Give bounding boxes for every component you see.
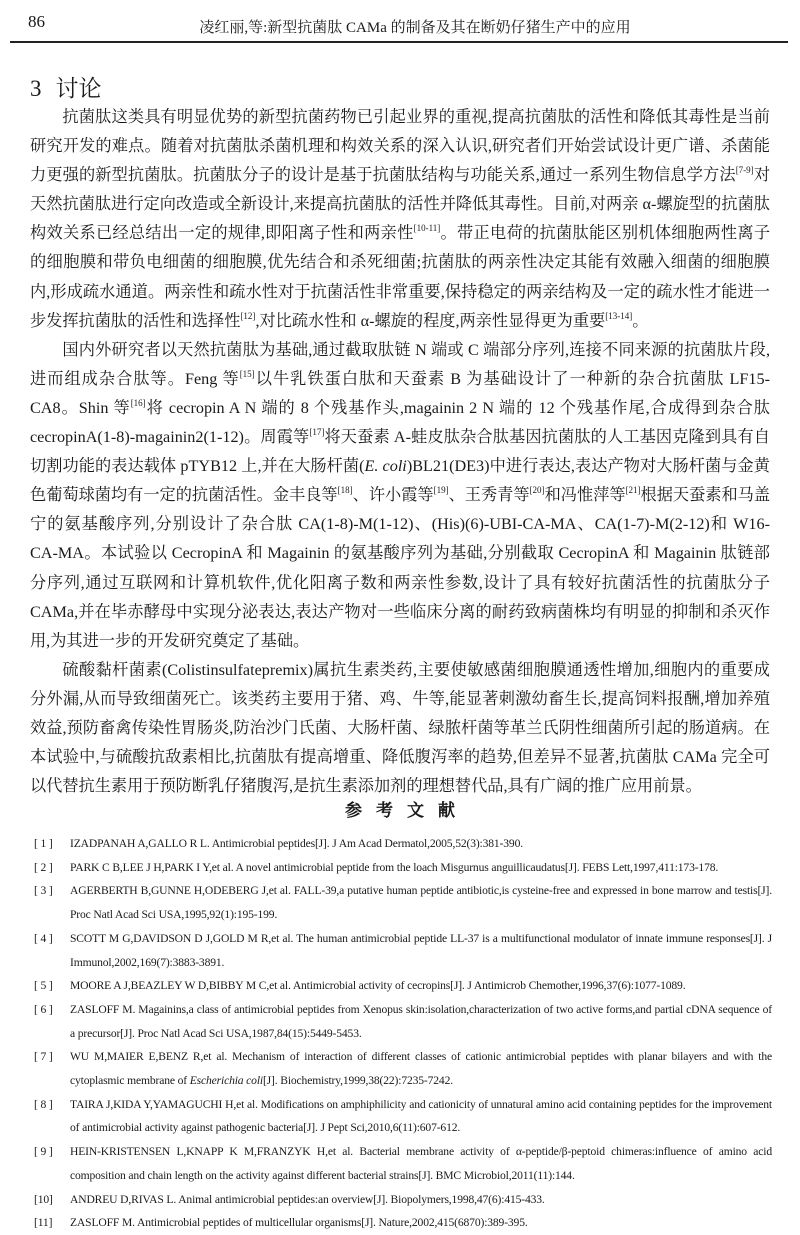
text-run: SCOTT M G,DAVIDSON D J,GOLD M R,et al. The human antimicrobial peptide LL-37 is a multifunctional modulator of innate immune responses[J]. J Immunol,2002,169(7):3883-3891.	[70, 931, 772, 969]
section-number: 3	[30, 76, 42, 101]
reference-number: [ 5 ]	[34, 979, 53, 993]
paragraph	[30, 103, 770, 336]
paragraph	[30, 336, 770, 656]
section-heading	[30, 70, 102, 103]
reference-number: [ 4 ]	[34, 931, 53, 945]
text-run: 。带正电荷的抗菌肽能区别机体细胞两性离子的细胞膜和带负电细菌的细胞膜,优先结合和杀死细菌;抗菌肽的两亲性决定其能有效融入细菌的细胞膜内,形成疏水通道。两亲性和疏水性对于抗菌活性非常重要,保持稳定的两亲结构及一定的疏水性才能进一步发挥抗菌肽的活性和选择性	[30, 224, 771, 330]
citation-superscript: [18]	[337, 485, 353, 496]
text-run: 。	[632, 311, 649, 330]
italic-text: Escherichia coli	[189, 1074, 263, 1088]
text-run: ZASLOFF M. Magainins,a class of antimicrobial peptides from Xenopus skin:isolation,characterization of two active forms,and partial cDNA sequence of a precursor[J]. Proc Natl Acad Sci USA,1987,84(15):5449-5453.	[70, 1002, 772, 1040]
citation-superscript: [21]	[625, 485, 641, 496]
text-run: MOORE A J,BEAZLEY W D,BIBBY M C,et al. Antimicrobial activity of cecropins[J]. J Antimicrob Chemother,1996,37(6):1077-1089.	[70, 979, 686, 993]
discussion-body	[30, 103, 770, 801]
text-run: 将 cecropin A N 端的 8 个残基作头,magainin 2 N 端的 12 个残基作尾,合成得到杂合肽 cecropinA(1-8)-magainin2(1-12)。周霞等	[30, 398, 770, 447]
text-run: HEIN-KRISTENSEN L,KNAPP K M,FRANZYK H,et al. Bacterial membrane activity of α-peptide/β-peptoid chimeras:influence of amino acid composition and chain length on the activity against different bacterial strains[J]. BMC Microbiol,2011(11):144.	[70, 1145, 772, 1182]
running-title: 凌红丽,等:新型抗菌肽 CAMa 的制备及其在断奶仔猪生产中的应用	[199, 20, 631, 36]
text-run: 硫酸黏杆菌素(Colistinsulfatepremix)属抗生素类药,主要使敏感菌细胞膜通透性增加,细胞内的重要成分外漏,从而导致细菌死亡。该类药主要用于猪、鸡、牛等,能显著刺激幼畜生长,提高饲料报酬,增加养殖效益,预防畜禽传染性胃肠炎,防治沙门氏菌、大肠杆菌、绿脓杆菌等革兰氏阴性细菌所引起的肠道病。在本试验中,与硫酸抗敌素相比,抗菌肽有提高增重、降低腹泻率的趋势,但差异不显著,抗菌肽 CAMa 完全可以代替抗生素用于预防断乳仔猪腹泻,是抗生素添加剂的理想替代品,具有广阔的推广应用前景。	[30, 660, 770, 796]
page-number: 86	[28, 12, 45, 31]
text-run: 以牛乳铁蛋白肽和天蚕素 B 为基础设计了一种新的杂合抗菌肽 LF15-CA8。Shin 等	[30, 369, 771, 417]
reference-item	[34, 1140, 772, 1187]
text-run: PARK C B,LEE J H,PARK I Y,et al. A novel antimicrobial peptide from the loach Misgurnus anguillicaudatus[J]. FEBS Lett,1997,411:173-178.	[70, 860, 719, 874]
text-run: ,对比疏水性和 α-螺旋的程度,两亲性显得更为重要	[255, 311, 606, 330]
text-run: 抗菌肽这类具有明显优势的新型抗菌药物已引起业界的重视,提高抗菌肽的活性和降低其毒性是当前研究开发的难点。随着对抗菌肽杀菌机理和构效关系的深入认识,研究者们开始尝试设计更广谱、杀菌能力更强的新型抗菌肽。抗菌肽分子的设计是基于抗菌肽结构与功能关系,通过一系列生物信息学方法	[30, 108, 770, 185]
header-rule	[10, 41, 788, 43]
reference-item	[34, 1045, 772, 1092]
text-run: 、许小霞等	[352, 486, 434, 505]
paragraph	[30, 656, 770, 801]
reference-item	[34, 1211, 772, 1235]
text-run: 将天蚕素 A-蛙皮肽杂合肽基因抗菌肽的人工基因克隆到具有自切割功能的表达载体 pTYB12 上,并在大肠杆菌(	[30, 428, 770, 476]
reference-number: [ 2 ]	[34, 860, 53, 874]
text-run: IZADPANAH A,GALLO R L. Antimicrobial peptides[J]. J Am Acad Dermatol,2005,52(3):381-390.	[70, 837, 523, 850]
reference-number: [10]	[34, 1192, 53, 1206]
citation-superscript: [10-11]	[413, 223, 441, 234]
section-title: 讨论	[55, 76, 102, 101]
reference-item	[34, 856, 772, 880]
citation-superscript: [13-14]	[605, 310, 633, 321]
text-run: ANDREU D,RIVAS L. Animal antimicrobial peptides:an overview[J]. Biopolymers,1998,47(6):415-433.	[70, 1192, 545, 1206]
reference-number: [ 9 ]	[34, 1145, 53, 1159]
text-run: )BL21(DE3)中进行表达,表达产物对大肠杆菌与金黄色葡萄球菌均有一定的抗菌活性。金丰良等	[30, 457, 770, 505]
text-run: 根据天蚕素和马盖宁的氨基酸序列,分别设计了杂合肽 CA(1-8)-M(1-12)、(His)(6)-UBI-CA-MA、CA(1-7)-M(2-12)和 W16-CA-MA。本试验以 CecropinA 和 Magainin 的氨基酸序列为基础,分别截取 CecropinA 和 Magainin 肽链部分序列,通过互联网和计算机软件,优化阳离子数和两亲性参数,设计了具有较好抗菌活性的抗菌肽分子 CAMa,并在毕赤酵母中实现分泌表达,表达产物对一些临床分离的耐药致病菌株均有明显的抑制和杀灭作用,为其进一步的开发研究奠定了基础。	[30, 486, 771, 650]
reference-number: [ 7 ]	[34, 1050, 53, 1064]
text-run: WU M,MAIER E,BENZ R,et al. Mechanism of interaction of different classes of cationic antimicrobial peptides with planar bilayers and with the cytoplasmic membrane of	[70, 1050, 772, 1088]
citation-superscript: [19]	[433, 485, 449, 496]
reference-number: [ 3 ]	[34, 884, 53, 898]
reference-item	[34, 879, 772, 926]
reference-item	[34, 927, 772, 974]
reference-number: [ 6 ]	[34, 1002, 53, 1016]
text-run: AGERBERTH B,GUNNE H,ODEBERG J,et al. FALL-39,a putative human peptide antibiotic,is cysteine-free and expressed in bone marrow and testis[J]. Proc Natl Acad Sci USA,1995,92(1):195-199.	[70, 884, 772, 922]
citation-superscript: [20]	[529, 485, 545, 496]
reference-number: [11]	[34, 1216, 53, 1230]
text-run: TAIRA J,KIDA Y,YAMAGUCHI H,et al. Modifications on amphiphilicity and cationicity of unnatural amino acid containing peptides for the improvement of antimicrobial activity against pathogenic bacteria[J]. J Pept Sci,2010,6(11):607-612.	[70, 1097, 772, 1135]
text-run: [J]. Biochemistry,1999,38(22):7235-7242.	[262, 1074, 453, 1088]
reference-item	[34, 1093, 772, 1140]
citation-superscript: [15]	[239, 368, 255, 379]
reference-item	[34, 998, 772, 1045]
text-run: ZASLOFF M. Antimicrobial peptides of multicellular organisms[J]. Nature,2002,415(6870):389-395.	[70, 1216, 528, 1230]
citation-superscript: [12]	[240, 310, 256, 321]
references-title: 参考文献	[345, 801, 469, 820]
reference-item	[34, 832, 772, 856]
reference-item	[34, 1188, 772, 1212]
reference-list	[34, 832, 772, 1235]
text-run: 对天然抗菌肽进行定向改造或全新设计,来提高抗菌肽的活性并降低其毒性。目前,对两亲 α-螺旋型的抗菌肽构效关系已经总结出一定的规律,即阳离子性和两亲性	[30, 166, 771, 243]
citation-superscript: [17]	[309, 427, 325, 438]
reference-item	[34, 974, 772, 998]
citation-superscript: [7-9]	[735, 165, 754, 176]
text-run: 和冯惟萍等	[544, 486, 626, 505]
reference-number: [ 8 ]	[34, 1097, 53, 1111]
citation-superscript: [16]	[130, 397, 146, 408]
text-run: 国内外研究者以天然抗菌肽为基础,通过截取肽链 N 端或 C 端部分序列,连接不同来源的抗菌肽片段,进而组成杂合肽等。Feng 等	[30, 340, 770, 388]
text-run: 、王秀青等	[448, 486, 530, 505]
reference-number: [ 1 ]	[34, 837, 53, 850]
italic-text: E. coli	[364, 457, 407, 476]
